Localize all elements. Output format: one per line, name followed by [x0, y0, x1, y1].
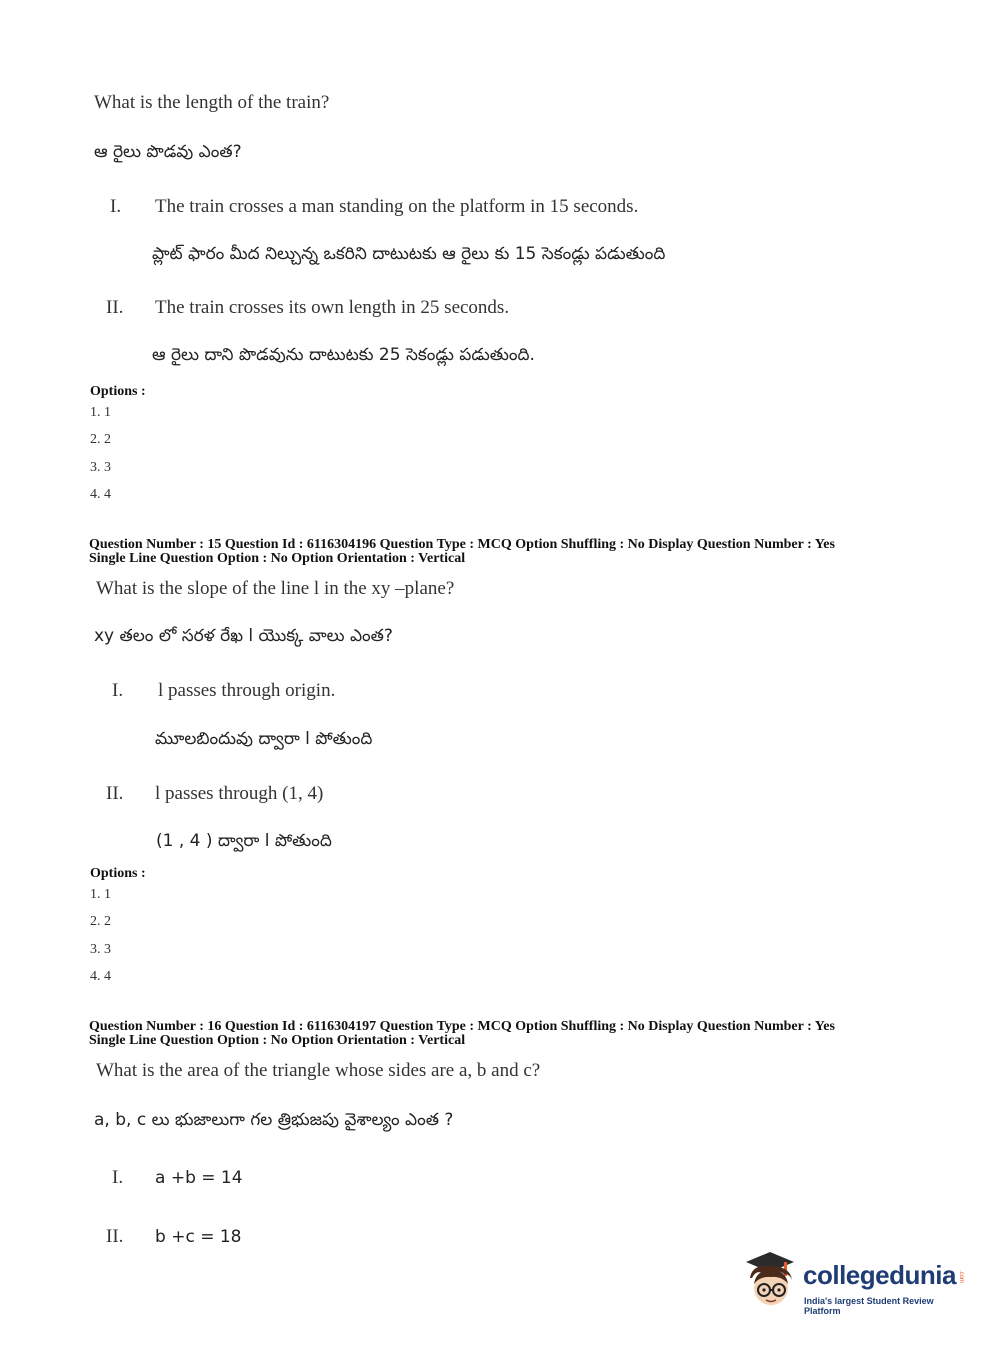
q15-meta-line-1: Question Number : 15 Question Id : 6116304196 Question Type : MCQ Option Shuffling : No Display Question Number : Yes: [89, 537, 835, 552]
q15-option-3: 3. 3: [90, 942, 111, 957]
q15-question-te: xy తలం లో సరళ రేఖ l యొక్క వాలు ఎంత?: [94, 626, 393, 646]
q14-option-4: 4. 4: [90, 487, 111, 502]
q16-meta-line-1: Question Number : 16 Question Id : 6116304197 Question Type : MCQ Option Shuffling : No Display Question Number : Yes: [89, 1019, 835, 1034]
q14-statement-1-number: I.: [110, 196, 122, 217]
q14-statement-2-number: II.: [106, 297, 124, 318]
q15-meta-line-2: Single Line Question Option : No Option Orientation : Vertical: [89, 551, 466, 566]
q14-statement-2-te: ఆ రైలు దాని పొడవును దాటుటకు 25 సెకండ్లు పడుతుంది.: [152, 345, 535, 365]
mascot-icon: [740, 1248, 802, 1314]
q16-statement-1-number: I.: [112, 1167, 124, 1188]
collegedunia-logo: [740, 1248, 970, 1314]
q14-statement-2-en: The train crosses its own length in 25 seconds.: [155, 297, 510, 318]
q15-question-en: What is the slope of the line l in the xy –plane?: [96, 578, 455, 599]
q16-question-te: a, b, c లు భుజాలుగా గల త్రిభుజపు వైశాల్యం ఎంత ?: [94, 1110, 454, 1130]
logo-dotcom: .com: [958, 1270, 964, 1284]
q16-statement-1-en: a +b = 14: [155, 1168, 243, 1188]
q14-option-2: 2. 2: [90, 432, 111, 447]
q15-option-1: 1. 1: [90, 887, 111, 902]
q14-statement-1-en: The train crosses a man standing on the platform in 15 seconds.: [155, 196, 639, 217]
q14-question-en: What is the length of the train?: [94, 92, 330, 113]
q15-statement-2-en: l passes through (1, 4): [155, 783, 324, 804]
q14-statement-1-te: ప్లాట్ ఫారం మీద నిల్చున్న ఒకరిని దాటుటకు ఆ రైలు కు 15 సెకండ్లు పడుతుంది: [152, 244, 666, 264]
q14-option-3: 3. 3: [90, 460, 111, 475]
q14-option-1: 1. 1: [90, 405, 111, 420]
q16-statement-2-en: b +c = 18: [155, 1227, 242, 1247]
q16-statement-2-number: II.: [106, 1226, 124, 1247]
logo-wordmark: collegedunia: [803, 1260, 956, 1290]
q15-statement-1-en: l passes through origin.: [158, 680, 336, 701]
q15-option-2: 2. 2: [90, 914, 111, 929]
q16-meta-line-2: Single Line Question Option : No Option Orientation : Vertical: [89, 1033, 466, 1048]
q14-options-label: Options :: [90, 384, 146, 399]
logo-tagline: India's largest Student Review Platform: [804, 1296, 934, 1316]
q15-statement-2-te: (1 , 4 ) ద్వారా l పోతుంది: [156, 831, 332, 851]
q15-statement-2-number: II.: [106, 783, 124, 804]
q15-statement-1-number: I.: [112, 680, 124, 701]
q15-options-label: Options :: [90, 866, 146, 881]
q16-question-en: What is the area of the triangle whose sides are a, b and c?: [96, 1060, 541, 1081]
q14-question-te: ఆ రైలు పొడవు ఎంత?: [94, 142, 242, 162]
q15-option-4: 4. 4: [90, 969, 111, 984]
q15-statement-1-te: మూలబిందువు ద్వారా l పోతుంది: [155, 729, 373, 749]
